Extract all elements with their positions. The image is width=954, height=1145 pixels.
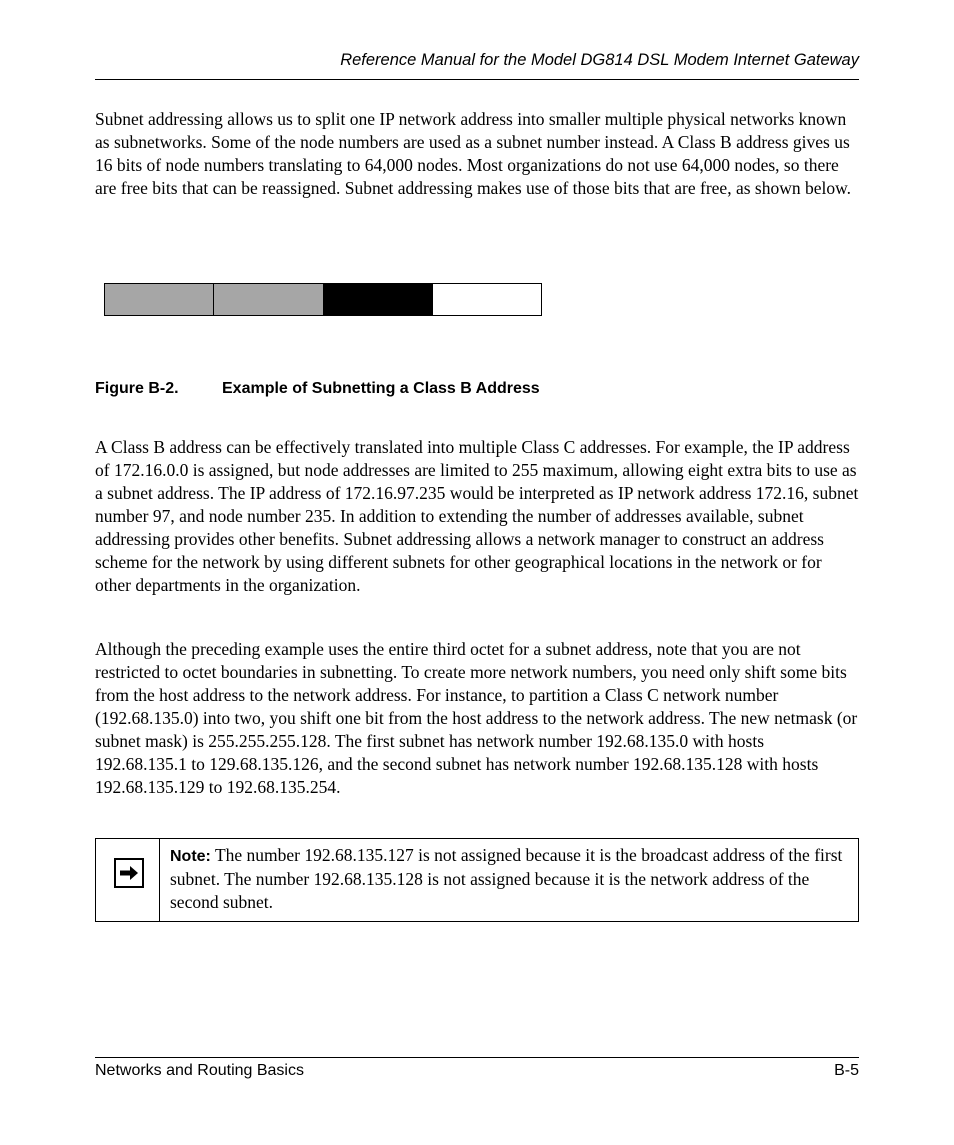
figure-number: Figure B-2. <box>95 380 179 397</box>
note-body: The number 192.68.135.127 is not assigned because it is the broadcast address of the first subnet. The number 192.68.135.128 is not assigned because it is the network address of the second subnet. <box>170 845 843 912</box>
note-label: Note: <box>170 848 211 865</box>
header-rule <box>95 79 859 80</box>
footer-page-number: B-5 <box>834 1062 859 1079</box>
figure-caption <box>95 380 540 398</box>
figure-title: Example of Subnetting a Class B Address <box>222 380 540 397</box>
footer-rule <box>95 1057 859 1058</box>
running-header-title: Reference Manual for the Model DG814 DSL Modem Internet Gateway <box>340 51 859 69</box>
network-octet-1-segment <box>105 284 214 315</box>
class-b-subnet-figure <box>104 283 542 316</box>
network-octet-2-segment <box>214 284 323 315</box>
right-arrow-icon <box>114 858 144 888</box>
paragraph-subnet-intro: Subnet addressing allows us to split one IP network address into smaller multiple physical networks known as subnetworks. Some of the node numbers are used as a subnet number instead. A Class B address gives us 16 bits of node numbers translating to 64,000 nodes. Most organizations do not use 64,000 nodes, so there are free bits that can be reassigned. Subnet addressing makes use of those bits that are free, as shown below. <box>95 109 851 198</box>
subnet-octet-segment <box>324 284 433 315</box>
paragraph-class-b-translation: A Class B address can be effectively translated into multiple Class C addresses. For example, the IP address of 172.16.0.0 is assigned, but node addresses are limited to 255 maximum, allowing eight extra bits to use as a subnet address. The IP address of 172.16.97.235 would be interpreted as IP network address 172.16, subnet number 97, and node number 235. In addition to extending the number of addresses available, subnet addressing provides other benefits. Subnet addressing allows a network manager to construct an address scheme for the network by using different subnets for other geographical locations in the network or for other departments in the organization. <box>95 437 859 595</box>
note-icon-cell <box>96 839 160 921</box>
note-text <box>160 839 858 921</box>
right-arrow-glyph <box>116 860 142 886</box>
host-octet-segment <box>433 284 541 315</box>
footer-section-title: Networks and Routing Basics <box>95 1062 304 1079</box>
note-box <box>95 838 859 922</box>
paragraph-octet-boundaries: Although the preceding example uses the entire third octet for a subnet address, note that you are not restricted to octet boundaries in subnetting. To create more network numbers, you need only shift some bits from the host address to the network address. For instance, to partition a Class C network number (192.68.135.0) into two, you shift one bit from the host address to the network address. The new netmask (or subnet mask) is 255.255.255.128. The first subnet has network number 192.68.135.0 with hosts 192.68.135.1 to 129.68.135.126, and the second subnet has network number 192.68.135.128 with hosts 192.68.135.129 to 192.68.135.254. <box>95 639 858 797</box>
